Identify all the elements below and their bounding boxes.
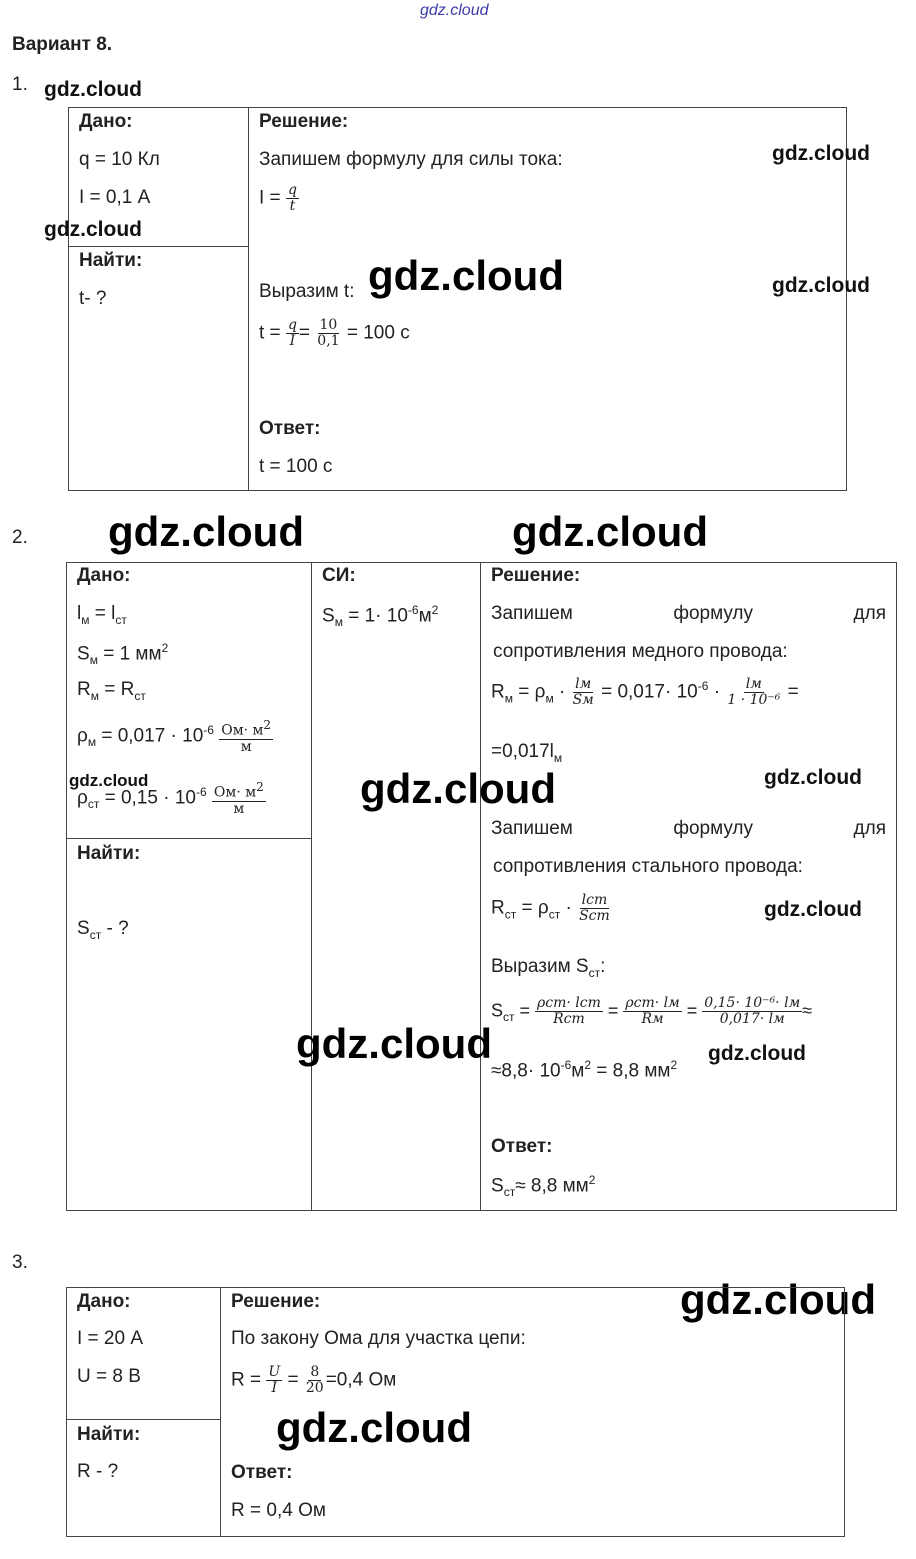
given-item: U = 8 В xyxy=(77,1366,141,1387)
watermark: gdz.cloud xyxy=(764,766,862,789)
watermark: gdz.cloud xyxy=(296,1020,492,1067)
solution-step: Запишем формулу для xyxy=(491,603,886,624)
given-heading: Дано: xyxy=(77,565,131,586)
given-item: q = 10 Кл xyxy=(79,149,160,170)
problem-number: 2. xyxy=(12,527,28,548)
watermark: gdz.cloud xyxy=(680,1276,876,1323)
site-watermark: gdz.cloud xyxy=(420,2,489,19)
formula-result: $=0,017l_м$ xyxy=(491,741,563,765)
given-item: $\rho_м = 0,017 \cdot 10^{-6}$ $\frac{Ом\cdot м^2}{м}$ xyxy=(77,718,272,755)
answer-value: R = 0,4 Ом xyxy=(231,1500,326,1521)
watermark: gdz.cloud xyxy=(772,142,870,165)
watermark: gdz.cloud xyxy=(368,252,564,299)
given-item: I = 0,1 А xyxy=(79,187,151,208)
find-item: R - ? xyxy=(77,1461,119,1482)
find-item: $S_{ст}$ - ? xyxy=(77,918,129,942)
given-item: I = 20 А xyxy=(77,1328,144,1349)
solution-step: Запишем формулу для xyxy=(491,818,886,839)
find-heading: Найти: xyxy=(77,1424,141,1445)
watermark: gdz.cloud xyxy=(772,274,870,297)
problem-number: 1. xyxy=(12,74,28,95)
table-divider xyxy=(311,562,312,1211)
watermark: gdz.cloud xyxy=(108,508,304,555)
problem-number: 3. xyxy=(12,1252,28,1273)
answer-heading: Ответ: xyxy=(259,418,321,439)
formula-area: $S_{ст}$ = $\frac{\text{ρст· lст}}{\text{Rст}}$ = $\frac{\text{ρст· lм}}{Rм}$ = $\frac{\text{0,15· 10⁻⁶· lм}}{0,017\cdot lм}$ ≈ xyxy=(491,995,813,1027)
solution-heading: Решение: xyxy=(491,565,581,586)
answer-value: $S_{ст}\approx 8,8$ $мм^2$ xyxy=(491,1173,596,1200)
find-heading: Найти: xyxy=(77,843,141,864)
formula-resistance-steel: $R_{ст} = \rho_{ст}$ · $\frac{\text{lст}}{\text{Sст}}$ xyxy=(491,892,610,924)
si-heading: СИ: xyxy=(322,565,356,586)
watermark: gdz.cloud xyxy=(44,78,142,101)
solution-heading: Решение: xyxy=(231,1291,321,1312)
watermark: gdz.cloud xyxy=(44,218,142,241)
solution-step: сопротивления медного провода: xyxy=(493,641,788,662)
formula-time: t = $\frac{q}{I}$ = $\frac{10}{0,1}$ = 100 с xyxy=(259,317,410,349)
answer-heading: Ответ: xyxy=(231,1462,293,1483)
formula-ohm: R = $\frac{U}{I}$ = $\frac{8}{20}$ =0,4 Ом xyxy=(231,1364,397,1396)
si-item: $S_м = 1\cdot 10^{-6}м^2$ xyxy=(322,603,439,630)
given-item: $S_м = 1$ $мм^2$ xyxy=(77,641,169,668)
watermark: gdz.cloud xyxy=(69,771,149,790)
table-divider xyxy=(480,562,481,1211)
solution-step: Выразим $S_{ст}$: xyxy=(491,956,606,980)
table-divider xyxy=(248,107,249,491)
given-heading: Дано: xyxy=(79,111,133,132)
formula-current: I = $\frac{q}{t}$ xyxy=(259,182,297,214)
watermark: gdz.cloud xyxy=(764,898,862,921)
watermark: gdz.cloud xyxy=(360,765,556,812)
table-divider xyxy=(66,1419,220,1420)
find-item: t- ? xyxy=(79,288,107,309)
page-title: Вариант 8. xyxy=(12,34,113,55)
table-divider xyxy=(66,838,311,839)
given-heading: Дано: xyxy=(77,1291,131,1312)
solution-step: сопротивления стального провода: xyxy=(493,856,803,877)
watermark: gdz.cloud xyxy=(276,1404,472,1451)
answer-value: t = 100 с xyxy=(259,456,333,477)
watermark: gdz.cloud xyxy=(512,508,708,555)
watermark: gdz.cloud xyxy=(708,1042,806,1065)
answer-heading: Ответ: xyxy=(491,1136,553,1157)
formula-resistance-copper: $R_м = \rho_м$ · $\frac{lм}{Sм}$ = $0,017\cdot 10^{-6}$ · $\frac{lм}{\text{1 · 10⁻⁶}}$ = xyxy=(491,676,799,708)
solution-step: По закону Ома для участка цепи: xyxy=(231,1328,526,1349)
solution-step: Запишем формулу для силы тока: xyxy=(259,149,563,170)
given-item: $\rho_{ст} = 0,15 \cdot 10^{-6}$ $\frac{Ом\cdot м^2}{м}$ xyxy=(77,780,264,817)
solution-heading: Решение: xyxy=(259,111,349,132)
given-item: $R_м = R_{ст}$ xyxy=(77,679,146,703)
find-heading: Найти: xyxy=(79,250,143,271)
table-divider xyxy=(220,1287,221,1537)
table-divider xyxy=(68,246,248,247)
formula-final: $\approx 8,8\cdot 10^{-6}м^2 = 8,8$ $мм^2$ xyxy=(491,1058,678,1082)
solution-step: Выразим t: xyxy=(259,281,355,302)
given-item: $l_м = l_{ст}$ xyxy=(77,603,127,627)
